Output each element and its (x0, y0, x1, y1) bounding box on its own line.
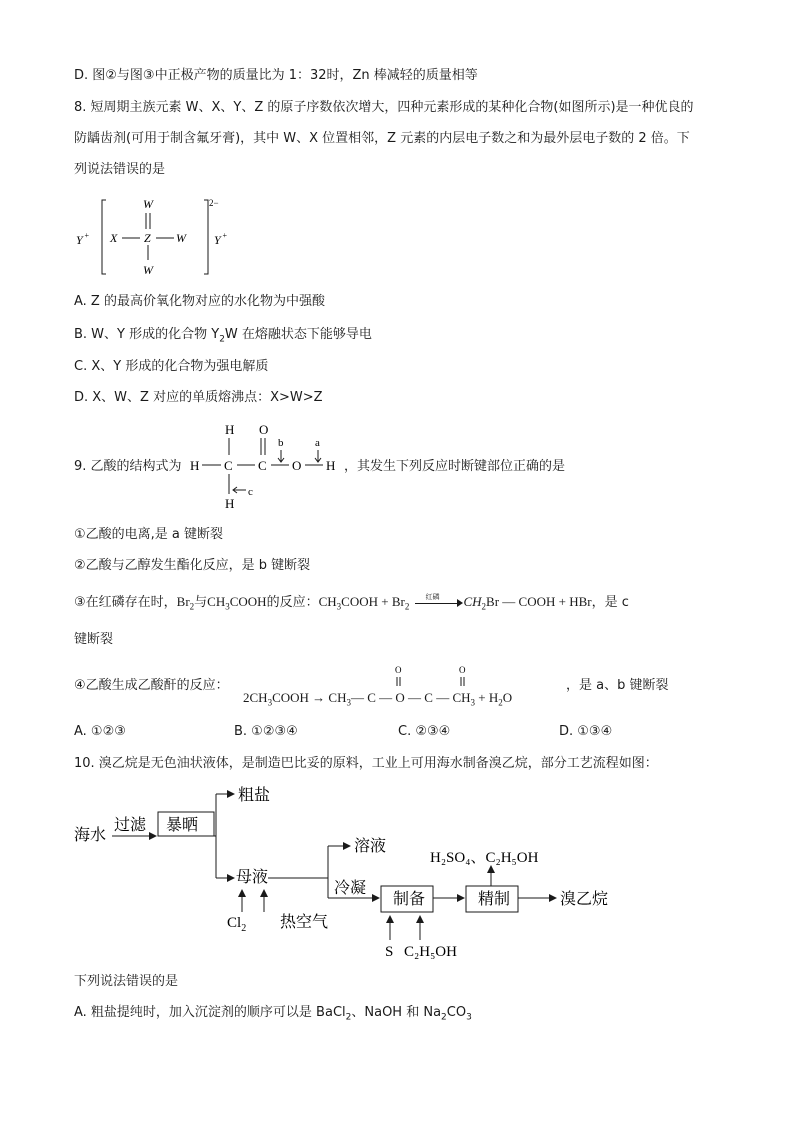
q9-statement-3: ③在红磷存在时，$Br_2$与$CH_3COOH$的反应：$CH_3COOH + Br_2$ 红磷 $CH_2Br$ — COOH + HBr，是 c (74, 592, 629, 613)
flow-filter: 过滤 (114, 815, 147, 834)
bond-label-b: b (278, 437, 284, 449)
flow-crude-salt: 粗盐 (238, 785, 271, 804)
atom-z: Z (144, 231, 151, 245)
flow-condense: 冷凝 (334, 878, 367, 897)
q8-stem-line1: 8. 短周期主族元素 W、X、Y、Z 的原子序数依次增大，四种元素形成的某种化合物(如图所示)是一种优良的 (74, 100, 694, 115)
atom-h-left: H (190, 458, 200, 473)
carbonyl-o-2: O (459, 665, 466, 675)
atom-o-carbonyl: O (259, 422, 269, 437)
q9-stem-post: ，其发生下列反应时断键部位正确的是 (344, 459, 566, 474)
flow-solution: 溶液 (354, 836, 387, 855)
bond-label-c: c (248, 486, 253, 498)
q9-option-a: A. ①②③ (74, 724, 126, 739)
atom-w-bottom: W (143, 263, 153, 277)
reaction-arrow (413, 592, 463, 610)
q9-statement-4-post: ，是 a、b 键断裂 (566, 678, 669, 693)
q8-option-c: C. X、Y 形成的化合物为强电解质 (74, 359, 269, 374)
atom-o-hydroxyl: O (292, 458, 302, 473)
atom-c1: C (224, 458, 233, 473)
flow-hot-air: 热空气 (280, 912, 329, 931)
q8-structure-figure (70, 194, 250, 282)
flow-refine: 精制 (478, 889, 511, 908)
flow-ethanol: C₂H₅OH (404, 944, 457, 960)
flow-mother-liquor: 母液 (236, 867, 269, 886)
svg-text:+: + (84, 231, 90, 240)
flow-sun-dry: 暴晒 (166, 815, 199, 834)
anhydride-equation: $2CH_3COOH$ → $CH_3—$ C — O — C — $CH_3 + H_2O$ (243, 690, 513, 708)
q9-stem-pre: 9. 乙酸的结构式为 (74, 459, 182, 474)
q8-stem-line3: 列说法错误的是 (74, 162, 166, 177)
q9-option-d: D. ①③④ (559, 724, 613, 739)
y-ion-left: Y (76, 233, 83, 247)
q8-option-b: B. W、Y 形成的化合物 $Y_2W$ 在熔融状态下能够导电 (74, 327, 372, 345)
atom-h-top: H (225, 422, 235, 437)
svg-text:+: + (222, 231, 228, 240)
q10-question: 下列说法错误的是 (74, 974, 179, 989)
q10-process-flow (70, 780, 630, 966)
flow-prepare: 制备 (393, 889, 426, 908)
atom-x: X (110, 231, 118, 245)
bond-label-a: a (315, 437, 320, 449)
q7-option-d: D. 图②与图③中正极产物的质量比为 1：32时，Zn 棒减轻的质量相等 (74, 68, 478, 83)
q9-statement-4-pre: ④乙酸生成乙酸酐的反应： (74, 678, 229, 693)
ion-charge: 2− (209, 198, 219, 208)
q9-option-c: C. ②③④ (398, 724, 451, 739)
flow-cl2: $Cl_2$ (227, 915, 247, 934)
q8-option-a: A. Z 的最高价氧化物对应的水化物为中强酸 (74, 294, 325, 309)
q8-option-d: D. X、W、Z 对应的单质熔沸点：X>W>Z (74, 390, 323, 405)
q9-option-b: B. ①②③④ (234, 724, 298, 739)
carbonyl-o-1: O (395, 665, 402, 675)
atom-w-right: W (176, 231, 186, 245)
atom-w-top: W (143, 197, 153, 211)
flow-seawater: 海水 (74, 825, 107, 844)
flow-byproducts: H₂SO₄、C₂H₅OH (430, 850, 539, 866)
atom-h-bottom: H (225, 496, 235, 511)
q9-statement-2: ②乙酸与乙醇发生酯化反应，是 b 键断裂 (74, 558, 311, 573)
acetic-acid-structure (188, 418, 360, 514)
anhydride-carbonyls (390, 664, 470, 692)
q10-stem: 10. 溴乙烷是无色油状液体，是制造巴比妥的原料，工业上可用海水制备溴乙烷，部分工艺流程如图： (74, 756, 658, 771)
q8-stem-line2: 防龋齿剂(可用于制含氟牙膏)，其中 W、X 位置相邻，Z 元素的内层电子数之和为最外层电子数的 2 倍。下 (74, 131, 690, 146)
q10-option-a: A. 粗盐提纯时，加入沉淀剂的顺序可以是 BaCl$_2$、NaOH 和 $Na_2CO_3$ (74, 1005, 472, 1023)
flow-product: 溴乙烷 (560, 889, 609, 908)
arrow-condition: 红磷 (425, 592, 440, 601)
y-ion-right: Y (214, 233, 221, 247)
q9-statement-1: ①乙酸的电离,是 a 键断裂 (74, 527, 224, 542)
atom-h-acid: H (326, 458, 336, 473)
q9-statement-3-cont: 键断裂 (74, 632, 114, 647)
flow-sulfur: S (385, 944, 394, 960)
atom-c2: C (258, 458, 267, 473)
